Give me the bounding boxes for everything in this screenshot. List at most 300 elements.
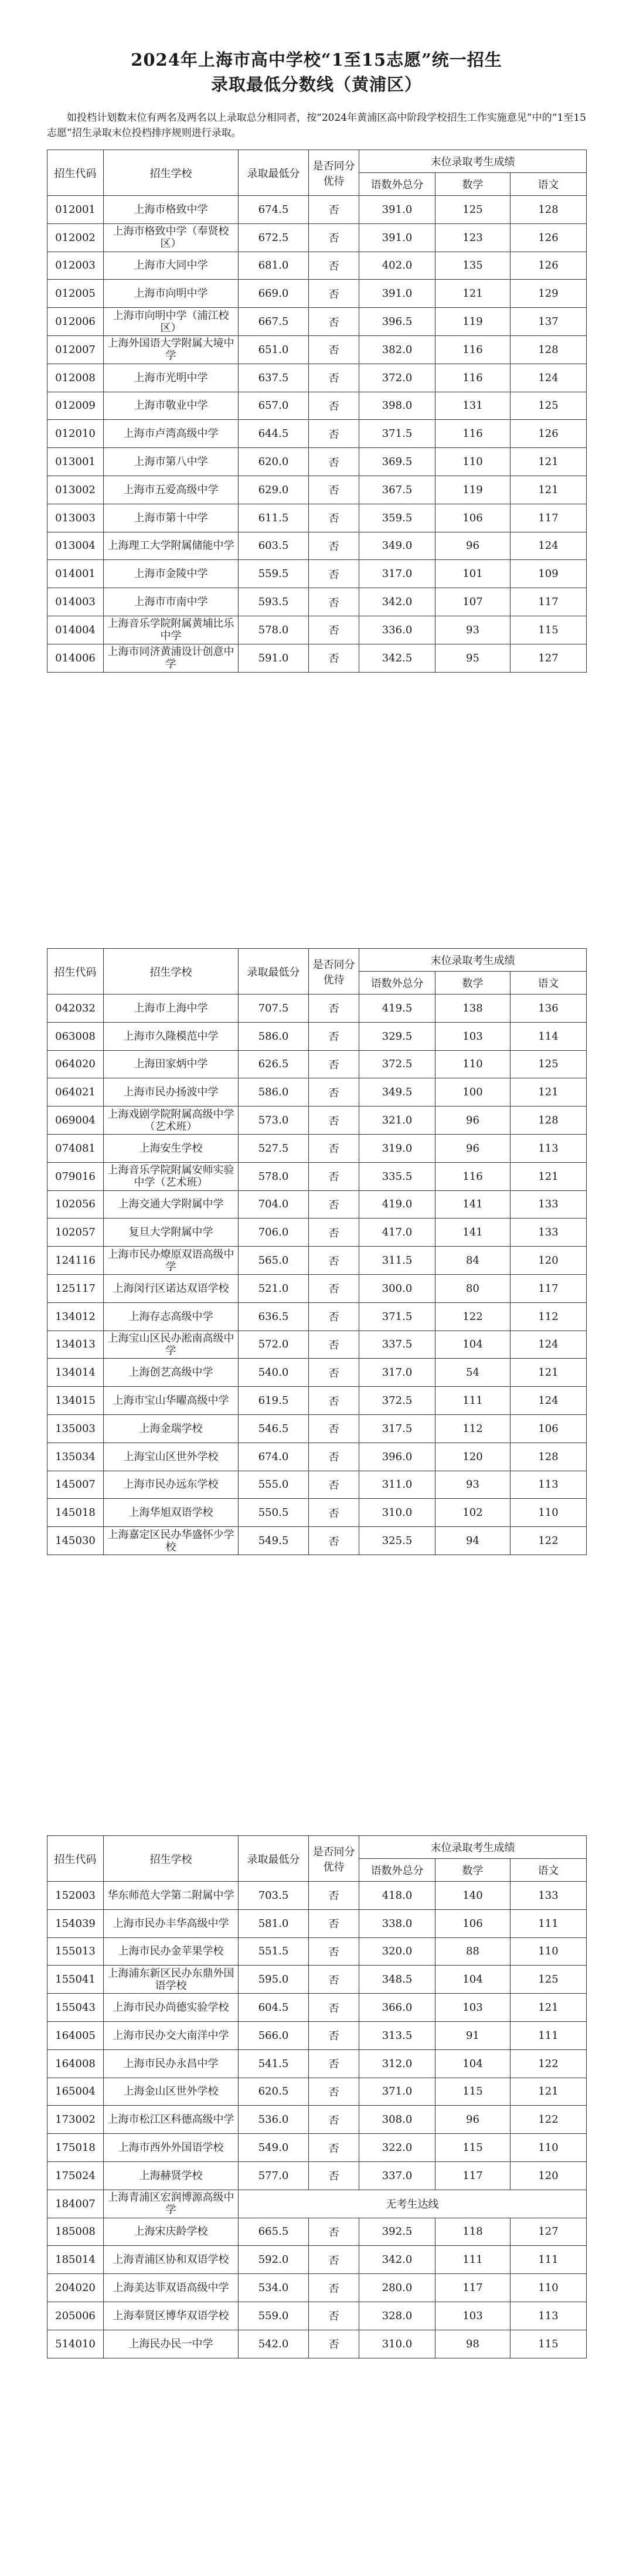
header-min-score: 录取最低分: [239, 150, 309, 196]
cell-code: 014006: [47, 644, 104, 672]
cell-min-score: 591.0: [239, 644, 309, 672]
cell-chinese: 129: [511, 280, 587, 308]
cell-school: 上海青浦区协和双语学校: [104, 2246, 239, 2274]
cell-chinese: 121: [511, 1162, 587, 1190]
cell-chinese: 128: [511, 1443, 587, 1471]
cell-math: 103: [435, 1022, 511, 1050]
cell-total-score: 320.0: [359, 1937, 435, 1966]
table-row: [47, 2302, 587, 2330]
cell-school: 上海市大同中学: [104, 252, 239, 280]
cell-code: 012002: [47, 223, 104, 252]
cell-math: 123: [435, 223, 511, 252]
cell-min-score: 577.0: [239, 2161, 309, 2190]
cell-code: 102057: [47, 1219, 104, 1247]
cell-total-score: 319.0: [359, 1134, 435, 1162]
cell-code: 134014: [47, 1359, 104, 1387]
cell-no-qualifier: 无考生达线: [239, 2190, 587, 2218]
cell-math: 107: [435, 588, 511, 616]
header-math: 数学: [435, 173, 511, 196]
table-row: [47, 364, 587, 392]
header-chinese: 语文: [511, 1859, 587, 1882]
cell-tie-priority: 否: [309, 1078, 359, 1107]
cell-chinese: 137: [511, 308, 587, 336]
cell-school: 上海宝山区民办淞南高级中学: [104, 1331, 239, 1359]
cell-tie-priority: 否: [309, 1190, 359, 1219]
header-school: 招生学校: [104, 150, 239, 196]
cell-chinese: 124: [511, 1387, 587, 1415]
table-row: [47, 1078, 587, 1107]
cell-code: 063008: [47, 1022, 104, 1050]
table-row: [47, 588, 587, 616]
table-row: [47, 1331, 587, 1359]
cell-math: 95: [435, 644, 511, 672]
cell-chinese: 133: [511, 1219, 587, 1247]
cell-tie-priority: 否: [309, 644, 359, 672]
cell-chinese: 114: [511, 1022, 587, 1050]
table-row: [47, 1107, 587, 1135]
cell-chinese: 117: [511, 1274, 587, 1302]
cell-tie-priority: 否: [309, 1909, 359, 1937]
cell-school: 上海市宝山华曜高级中学: [104, 1387, 239, 1415]
cell-chinese: 127: [511, 644, 587, 672]
cell-tie-priority: 否: [309, 364, 359, 392]
cell-min-score: 559.5: [239, 560, 309, 588]
cell-chinese: 110: [511, 1937, 587, 1966]
table-row: [47, 1302, 587, 1331]
cell-total-score: 325.5: [359, 1527, 435, 1555]
table-row: [47, 1274, 587, 1302]
cell-school: 上海金山区世外学校: [104, 2078, 239, 2106]
table-row: [47, 420, 587, 448]
cell-code: 145018: [47, 1499, 104, 1527]
cell-school: 上海市格致中学: [104, 196, 239, 224]
table-row: [47, 616, 587, 644]
cell-chinese: 121: [511, 1359, 587, 1387]
cell-school: 上海宋庆龄学校: [104, 2218, 239, 2246]
table-row: [47, 448, 587, 476]
cell-tie-priority: 否: [309, 1966, 359, 1994]
table-row: [47, 2246, 587, 2274]
table-row: [47, 2021, 587, 2049]
cell-math: 118: [435, 2218, 511, 2246]
table-row: [47, 1134, 587, 1162]
cell-school: 上海市民办永昌中学: [104, 2049, 239, 2078]
cell-tie-priority: 否: [309, 392, 359, 420]
cell-min-score: 592.0: [239, 2246, 309, 2274]
cell-total-score: 391.0: [359, 280, 435, 308]
cell-chinese: 122: [511, 2049, 587, 2078]
cell-total-score: 371.5: [359, 1302, 435, 1331]
cell-total-score: 372.5: [359, 1387, 435, 1415]
cell-math: 112: [435, 1414, 511, 1443]
cell-total-score: 359.5: [359, 504, 435, 532]
cell-math: 131: [435, 392, 511, 420]
cell-school: 上海市第十中学: [104, 504, 239, 532]
cell-min-score: 674.5: [239, 196, 309, 224]
cell-chinese: 126: [511, 223, 587, 252]
cell-min-score: 541.5: [239, 2049, 309, 2078]
cell-min-score: 667.5: [239, 308, 309, 336]
table-row: [47, 1162, 587, 1190]
cell-chinese: 110: [511, 2274, 587, 2302]
table-row: [47, 2190, 587, 2218]
cell-min-score: 706.0: [239, 1219, 309, 1247]
cell-school: 上海民办民一中学: [104, 2330, 239, 2358]
cell-chinese: 122: [511, 2106, 587, 2134]
cell-school: 上海市民办金苹果学校: [104, 1937, 239, 1966]
cell-math: 117: [435, 2274, 511, 2302]
cell-min-score: 578.0: [239, 616, 309, 644]
cell-code: 155043: [47, 1994, 104, 2022]
cell-min-score: 681.0: [239, 252, 309, 280]
cell-tie-priority: 否: [309, 1219, 359, 1247]
cell-math: 103: [435, 1994, 511, 2022]
cell-school: 上海赫贤学校: [104, 2161, 239, 2190]
cell-total-score: 312.0: [359, 2049, 435, 2078]
cell-code: 042032: [47, 995, 104, 1023]
cell-min-score: 619.5: [239, 1387, 309, 1415]
cell-chinese: 110: [511, 2134, 587, 2162]
cell-school: 上海交通大学附属中学: [104, 1190, 239, 1219]
cell-math: 117: [435, 2161, 511, 2190]
cell-chinese: 109: [511, 560, 587, 588]
cell-math: 93: [435, 1471, 511, 1499]
cell-min-score: 565.0: [239, 1247, 309, 1275]
cell-total-score: 418.0: [359, 1882, 435, 1910]
cell-tie-priority: 否: [309, 252, 359, 280]
cell-tie-priority: 否: [309, 2161, 359, 2190]
cell-math: 116: [435, 420, 511, 448]
header-chinese: 语文: [511, 972, 587, 995]
table-row: [47, 476, 587, 504]
cell-total-score: 391.0: [359, 223, 435, 252]
cell-tie-priority: 否: [309, 616, 359, 644]
cell-school: 上海市敬业中学: [104, 392, 239, 420]
cell-min-score: 611.5: [239, 504, 309, 532]
cell-total-score: 372.5: [359, 1050, 435, 1078]
cell-tie-priority: 否: [309, 476, 359, 504]
cell-chinese: 126: [511, 252, 587, 280]
cell-total-score: 398.0: [359, 392, 435, 420]
cell-min-score: 534.0: [239, 2274, 309, 2302]
cell-min-score: 581.0: [239, 1909, 309, 1937]
table-row: [47, 252, 587, 280]
cell-tie-priority: 否: [309, 1882, 359, 1910]
cell-chinese: 113: [511, 2302, 587, 2330]
cell-code: 165004: [47, 2078, 104, 2106]
cell-tie-priority: 否: [309, 1387, 359, 1415]
cell-total-score: 328.0: [359, 2302, 435, 2330]
cell-code: 145007: [47, 1471, 104, 1499]
cell-code: 135034: [47, 1443, 104, 1471]
cell-tie-priority: 否: [309, 2274, 359, 2302]
cell-min-score: 527.5: [239, 1134, 309, 1162]
cell-chinese: 111: [511, 2021, 587, 2049]
cell-school: 上海市光明中学: [104, 364, 239, 392]
header-code: 招生代码: [47, 949, 104, 995]
cell-tie-priority: 否: [309, 448, 359, 476]
header-last-admitted-scores: 末位录取考生成绩: [359, 949, 587, 972]
cell-min-score: 573.0: [239, 1107, 309, 1135]
cell-math: 96: [435, 1134, 511, 1162]
cell-code: 145030: [47, 1527, 104, 1555]
table-row: [47, 2049, 587, 2078]
table-row: [47, 1909, 587, 1937]
cell-code: 012006: [47, 308, 104, 336]
cell-tie-priority: 否: [309, 2078, 359, 2106]
cell-chinese: 112: [511, 1302, 587, 1331]
cell-tie-priority: 否: [309, 2049, 359, 2078]
score-table-2: [47, 948, 587, 1555]
cell-min-score: 550.5: [239, 1499, 309, 1527]
cell-min-score: 521.0: [239, 1274, 309, 1302]
cell-math: 94: [435, 1527, 511, 1555]
cell-min-score: 546.5: [239, 1414, 309, 1443]
cell-min-score: 540.0: [239, 1359, 309, 1387]
cell-tie-priority: 否: [309, 2302, 359, 2330]
cell-school: 上海市民办扬波中学: [104, 1078, 239, 1107]
cell-min-score: 629.0: [239, 476, 309, 504]
cell-math: 121: [435, 280, 511, 308]
cell-code: 184007: [47, 2190, 104, 2218]
cell-school: 上海市市南中学: [104, 588, 239, 616]
cell-tie-priority: 否: [309, 1331, 359, 1359]
cell-min-score: 626.5: [239, 1050, 309, 1078]
header-min-score: 录取最低分: [239, 949, 309, 995]
table-row: [47, 2330, 587, 2358]
cell-school: 上海市民办远东学校: [104, 1471, 239, 1499]
cell-math: 116: [435, 1162, 511, 1190]
cell-school: 上海外国语大学附属大境中学: [104, 335, 239, 364]
cell-min-score: 549.0: [239, 2134, 309, 2162]
cell-total-score: 337.0: [359, 2161, 435, 2190]
table-row: [47, 223, 587, 252]
cell-math: 100: [435, 1078, 511, 1107]
table-row: [47, 1247, 587, 1275]
table-row: [47, 532, 587, 560]
cell-total-score: 369.5: [359, 448, 435, 476]
cell-school: 上海市松江区科德高级中学: [104, 2106, 239, 2134]
cell-school: 上海市金陵中学: [104, 560, 239, 588]
cell-total-score: 419.5: [359, 995, 435, 1023]
cell-math: 111: [435, 1387, 511, 1415]
table-row: [47, 1219, 587, 1247]
cell-code: 012009: [47, 392, 104, 420]
cell-school: 上海市西外外国语学校: [104, 2134, 239, 2162]
cell-total-score: 337.5: [359, 1331, 435, 1359]
cell-tie-priority: 否: [309, 2246, 359, 2274]
cell-total-score: 371.5: [359, 420, 435, 448]
cell-tie-priority: 否: [309, 1302, 359, 1331]
cell-min-score: 536.0: [239, 2106, 309, 2134]
cell-total-score: 317.0: [359, 1359, 435, 1387]
cell-total-score: 342.0: [359, 2246, 435, 2274]
cell-min-score: 542.0: [239, 2330, 309, 2358]
table-row: [47, 196, 587, 224]
cell-code: 012007: [47, 335, 104, 364]
table-row: [47, 1527, 587, 1555]
cell-math: 125: [435, 196, 511, 224]
cell-tie-priority: 否: [309, 1274, 359, 1302]
cell-code: 164008: [47, 2049, 104, 2078]
cell-tie-priority: 否: [309, 1050, 359, 1078]
cell-total-score: 371.0: [359, 2078, 435, 2106]
cell-tie-priority: 否: [309, 1471, 359, 1499]
header-min-score: 录取最低分: [239, 1836, 309, 1882]
table-row: [47, 1882, 587, 1910]
cell-tie-priority: 否: [309, 588, 359, 616]
cell-min-score: 566.0: [239, 2021, 309, 2049]
document-title: 2024年上海市高中学校“1至15志愿”统一招生: [131, 50, 502, 70]
cell-min-score: 669.0: [239, 280, 309, 308]
cell-total-score: 367.5: [359, 476, 435, 504]
cell-code: 012001: [47, 196, 104, 224]
table-row: [47, 1966, 587, 1994]
table-row: [47, 2106, 587, 2134]
cell-code: 013004: [47, 532, 104, 560]
cell-chinese: 110: [511, 1499, 587, 1527]
cell-min-score: 555.0: [239, 1471, 309, 1499]
table-row: [47, 2218, 587, 2246]
cell-code: 012005: [47, 280, 104, 308]
header-last-admitted-scores: 末位录取考生成绩: [359, 1836, 587, 1859]
table-row: [47, 1022, 587, 1050]
cell-min-score: 620.0: [239, 448, 309, 476]
table-row: [47, 2134, 587, 2162]
document-subtitle: 录取最低分数线（黄浦区）: [210, 74, 422, 94]
cell-math: 88: [435, 1937, 511, 1966]
cell-chinese: 126: [511, 420, 587, 448]
cell-tie-priority: 否: [309, 1994, 359, 2022]
score-table-1: [47, 150, 587, 673]
cell-total-score: 366.0: [359, 1994, 435, 2022]
cell-code: 135003: [47, 1414, 104, 1443]
cell-total-score: 317.5: [359, 1414, 435, 1443]
cell-min-score: 704.0: [239, 1190, 309, 1219]
cell-code: 173002: [47, 2106, 104, 2134]
cell-total-score: 342.5: [359, 644, 435, 672]
cell-school: 上海市上海中学: [104, 995, 239, 1023]
cell-min-score: 674.0: [239, 1443, 309, 1471]
cell-min-score: 603.5: [239, 532, 309, 560]
cell-min-score: 620.5: [239, 2078, 309, 2106]
cell-min-score: 672.5: [239, 223, 309, 252]
cell-school: 上海闵行区诺达双语学校: [104, 1274, 239, 1302]
cell-chinese: 111: [511, 1909, 587, 1937]
cell-math: 84: [435, 1247, 511, 1275]
cell-chinese: 120: [511, 2161, 587, 2190]
cell-min-score: 551.5: [239, 1937, 309, 1966]
cell-math: 110: [435, 448, 511, 476]
header-total-score: 语数外总分: [359, 1859, 435, 1882]
cell-tie-priority: 否: [309, 995, 359, 1023]
cell-math: 106: [435, 504, 511, 532]
cell-tie-priority: 否: [309, 560, 359, 588]
cell-school: 上海青浦区宏润博源高级中学: [104, 2190, 239, 2218]
header-last-admitted-scores: 末位录取考生成绩: [359, 150, 587, 173]
cell-code: 014001: [47, 560, 104, 588]
cell-math: 54: [435, 1359, 511, 1387]
cell-school: 上海戏剧学院附属高级中学（艺术班）: [104, 1107, 239, 1135]
cell-chinese: 111: [511, 2246, 587, 2274]
cell-school: 上海市民办丰华高级中学: [104, 1909, 239, 1937]
table-row: [47, 1937, 587, 1966]
table-row: [47, 2078, 587, 2106]
cell-chinese: 120: [511, 1247, 587, 1275]
cell-math: 119: [435, 308, 511, 336]
cell-tie-priority: 否: [309, 1107, 359, 1135]
table-row: [47, 1499, 587, 1527]
cell-math: 111: [435, 2246, 511, 2274]
cell-min-score: 572.0: [239, 1331, 309, 1359]
cell-math: 119: [435, 476, 511, 504]
table-row: [47, 1994, 587, 2022]
cell-total-score: 392.5: [359, 2218, 435, 2246]
cell-total-score: 313.5: [359, 2021, 435, 2049]
table-row: [47, 1471, 587, 1499]
cell-school: 上海奉贤区博华双语学校: [104, 2302, 239, 2330]
cell-total-score: 348.5: [359, 1966, 435, 1994]
table-row: [47, 2161, 587, 2190]
cell-tie-priority: 否: [309, 280, 359, 308]
cell-math: 116: [435, 364, 511, 392]
table-row: [47, 644, 587, 672]
cell-code: 134013: [47, 1331, 104, 1359]
cell-chinese: 115: [511, 616, 587, 644]
cell-math: 104: [435, 1331, 511, 1359]
cell-code: 185008: [47, 2218, 104, 2246]
header-total-score: 语数外总分: [359, 173, 435, 196]
cell-tie-priority: 否: [309, 335, 359, 364]
cell-math: 115: [435, 2078, 511, 2106]
cell-code: 134012: [47, 1302, 104, 1331]
cell-total-score: 308.0: [359, 2106, 435, 2134]
cell-chinese: 124: [511, 1331, 587, 1359]
cell-school: 上海市卢湾高级中学: [104, 420, 239, 448]
table-row: [47, 1387, 587, 1415]
cell-tie-priority: 否: [309, 1359, 359, 1387]
cell-math: 96: [435, 532, 511, 560]
cell-math: 140: [435, 1882, 511, 1910]
cell-code: 012010: [47, 420, 104, 448]
cell-school: 上海市民办尚德实验学校: [104, 1994, 239, 2022]
cell-code: 014003: [47, 588, 104, 616]
cell-chinese: 127: [511, 2218, 587, 2246]
table-row: [47, 560, 587, 588]
cell-min-score: 707.5: [239, 995, 309, 1023]
cell-min-score: 549.5: [239, 1527, 309, 1555]
cell-tie-priority: 否: [309, 532, 359, 560]
cell-math: 104: [435, 1966, 511, 1994]
header-chinese: 语文: [511, 173, 587, 196]
cell-code: 079016: [47, 1162, 104, 1190]
cell-school: 上海嘉定区民办华盛怀少学校: [104, 1527, 239, 1555]
cell-math: 102: [435, 1499, 511, 1527]
table-row: [47, 504, 587, 532]
cell-chinese: 121: [511, 1994, 587, 2022]
table-row: [47, 1359, 587, 1387]
table-row: [47, 280, 587, 308]
cell-min-score: 644.5: [239, 420, 309, 448]
cell-tie-priority: 否: [309, 504, 359, 532]
cell-total-score: 310.0: [359, 2330, 435, 2358]
cell-code: 175018: [47, 2134, 104, 2162]
cell-school: 上海市久隆模范中学: [104, 1022, 239, 1050]
cell-chinese: 117: [511, 588, 587, 616]
cell-min-score: 703.5: [239, 1882, 309, 1910]
cell-tie-priority: 否: [309, 2330, 359, 2358]
cell-math: 138: [435, 995, 511, 1023]
